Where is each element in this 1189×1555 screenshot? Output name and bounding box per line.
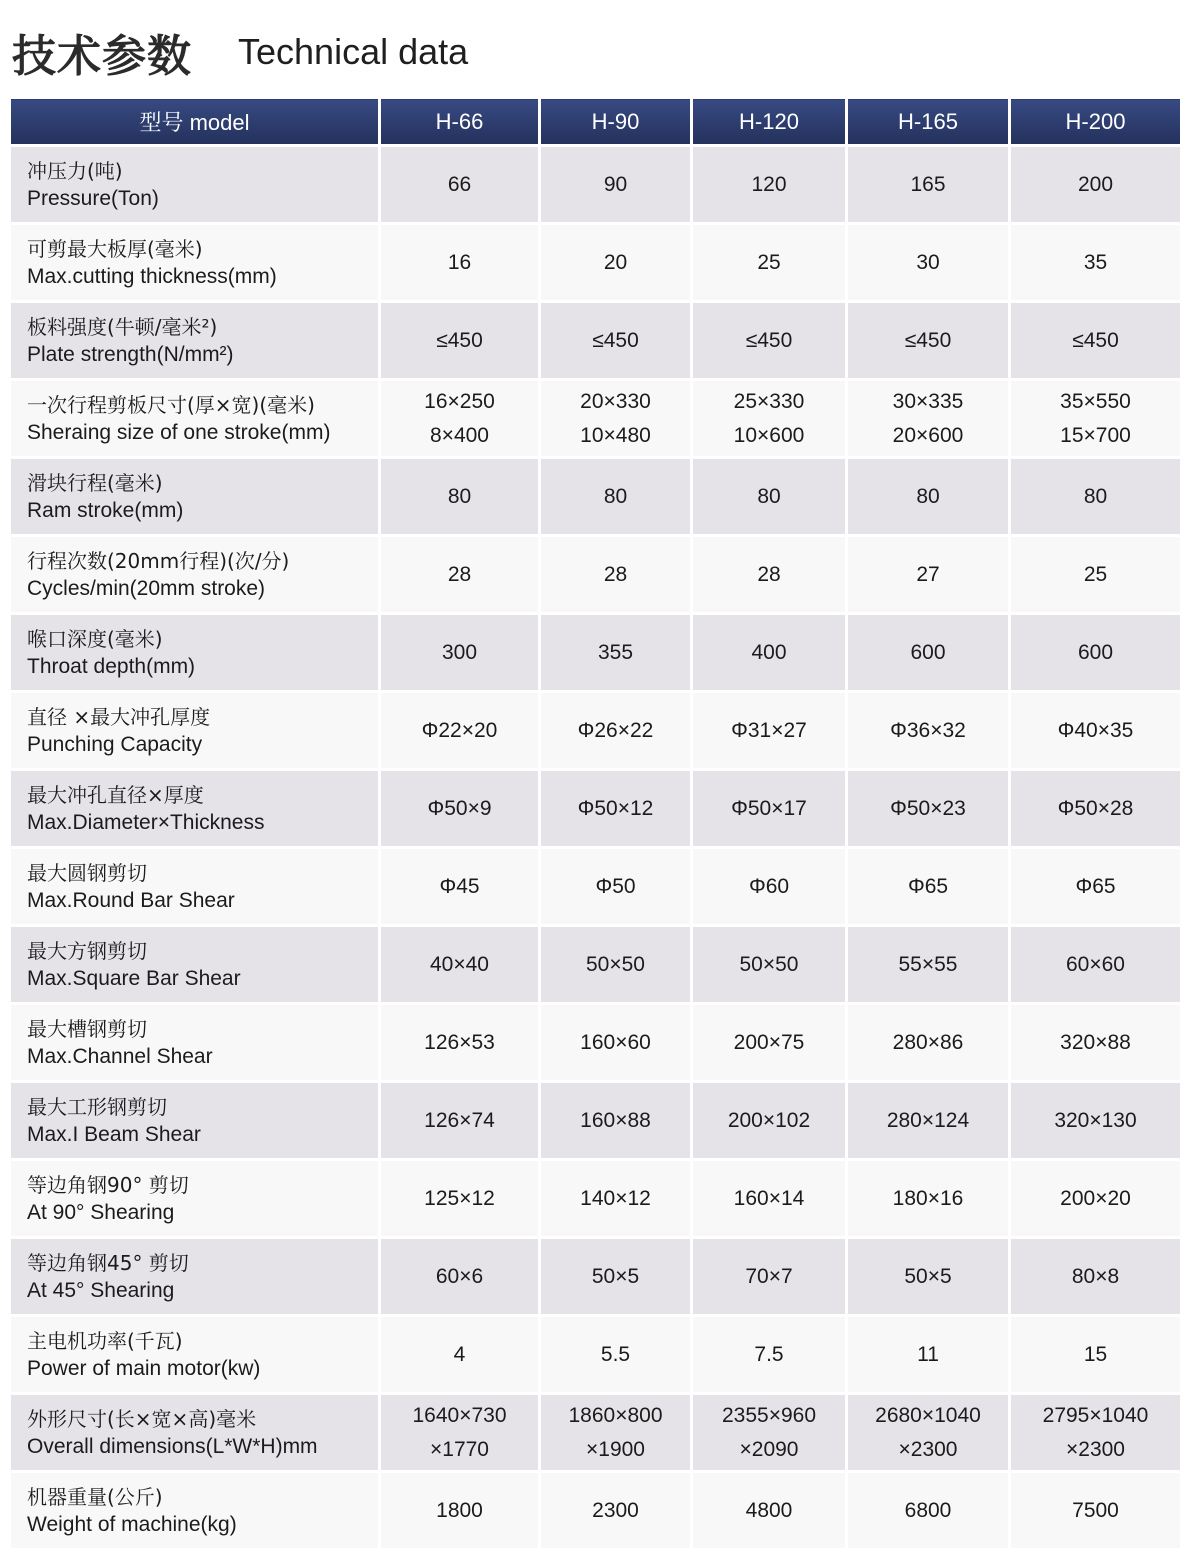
value-cell	[1010, 614, 1182, 692]
parameter-cell	[10, 224, 380, 302]
value-cell	[380, 380, 540, 458]
table-row	[10, 1316, 1182, 1394]
parameter-label-english: Max.Channel Shear	[27, 1044, 213, 1068]
value-text: 16	[447, 250, 472, 274]
value-cell	[847, 614, 1010, 692]
parameter-label-english: Max.Square Bar Shear	[27, 966, 241, 990]
value-text: 50×50	[739, 952, 799, 976]
value-text: 1640×730	[412, 1403, 507, 1427]
technical-data-table	[8, 96, 1183, 1551]
value-text: 60×60	[1066, 952, 1125, 976]
value-cell	[540, 692, 692, 770]
value-text: ×2300	[898, 1437, 958, 1461]
value-cell	[380, 224, 540, 302]
value-text: 50×5	[904, 1264, 952, 1288]
value-text: 30	[916, 250, 940, 274]
table-row	[10, 1472, 1182, 1550]
parameter-label-chinese: 外形尺寸(长×宽×高)毫米	[27, 1406, 257, 1431]
parameter-label-english: Max.Diameter×Thickness	[27, 810, 265, 834]
parameter-label-english: At 45° Shearing	[27, 1278, 175, 1302]
table-row	[10, 224, 1182, 302]
value-cell	[380, 1160, 540, 1238]
table-row	[10, 848, 1182, 926]
value-text: 1800	[436, 1498, 483, 1522]
value-text: 80	[603, 484, 628, 508]
value-cell	[380, 536, 540, 614]
value-text: 160×60	[580, 1030, 651, 1054]
value-text: ×1900	[586, 1437, 645, 1461]
parameter-label-english: Pressure(Ton)	[27, 186, 159, 210]
value-cell	[1010, 692, 1182, 770]
value-cell	[1010, 848, 1182, 926]
parameter-cell	[10, 1004, 380, 1082]
value-cell	[692, 692, 847, 770]
value-cell	[1010, 1316, 1182, 1394]
value-cell	[380, 926, 540, 1004]
value-text: 200×102	[727, 1108, 811, 1132]
value-cell	[1010, 926, 1182, 1004]
parameter-cell	[10, 1160, 380, 1238]
table-row	[10, 1238, 1182, 1316]
parameter-cell	[10, 1238, 380, 1316]
value-text: 200×20	[1060, 1186, 1131, 1210]
value-cell	[692, 770, 847, 848]
value-cell	[380, 1394, 540, 1472]
parameter-label-english: Max.I Beam Shear	[27, 1122, 201, 1146]
value-text: Φ36×32	[890, 718, 966, 742]
value-cell	[692, 1472, 847, 1550]
value-text: Φ50×17	[731, 796, 807, 820]
table-body	[10, 146, 1182, 1550]
parameter-label-chinese: 喉口深度(毫米)	[27, 626, 163, 651]
value-cell	[380, 146, 540, 224]
value-cell	[847, 458, 1010, 536]
parameter-label-chinese: 直径 ×最大冲孔厚度	[27, 704, 211, 729]
value-cell	[847, 1316, 1010, 1394]
parameter-cell	[10, 1316, 380, 1394]
parameter-label-english: Max.Round Bar Shear	[27, 888, 235, 912]
parameter-label-english: Punching Capacity	[27, 732, 203, 756]
value-text: 280×86	[892, 1030, 964, 1054]
value-cell	[540, 458, 692, 536]
value-text: 140×12	[580, 1186, 651, 1210]
header-model-label: 型号 model	[10, 98, 380, 146]
value-cell	[540, 146, 692, 224]
value-cell	[847, 146, 1010, 224]
value-text: 160×88	[580, 1108, 651, 1132]
value-text: 25×330	[733, 389, 805, 413]
parameter-label-english: Throat depth(mm)	[27, 654, 196, 678]
table-row	[10, 614, 1182, 692]
heading-chinese: 技术参数	[12, 31, 192, 82]
value-text: 400	[751, 640, 787, 664]
value-cell	[692, 1394, 847, 1472]
header-model: H-90	[540, 98, 692, 146]
value-text: 80	[757, 484, 781, 508]
value-cell	[692, 302, 847, 380]
parameter-label-english: Plate strength(N/mm²)	[27, 342, 234, 366]
value-text: Φ65	[907, 874, 949, 898]
value-cell	[1010, 1160, 1182, 1238]
value-cell	[540, 380, 692, 458]
value-text: 25	[1083, 562, 1108, 586]
table-row	[10, 770, 1182, 848]
value-text: ≤450	[436, 328, 483, 352]
value-text: 2300	[592, 1498, 639, 1522]
parameter-cell	[10, 692, 380, 770]
parameter-cell	[10, 614, 380, 692]
value-text: Φ22×20	[421, 718, 498, 742]
value-cell	[1010, 1472, 1182, 1550]
value-cell	[1010, 1004, 1182, 1082]
value-text: 70×7	[745, 1264, 793, 1288]
value-text: ≤450	[592, 328, 639, 352]
value-cell	[1010, 458, 1182, 536]
parameter-cell	[10, 848, 380, 926]
value-text: 180×16	[892, 1186, 964, 1210]
value-text: 80×8	[1071, 1264, 1120, 1288]
table-header-row	[10, 98, 1182, 146]
value-cell	[540, 1472, 692, 1550]
value-text: Φ50×28	[1057, 796, 1134, 820]
value-cell	[692, 1004, 847, 1082]
value-text: 300	[441, 640, 478, 664]
value-cell	[380, 458, 540, 536]
value-cell	[1010, 1082, 1182, 1160]
parameter-cell	[10, 302, 380, 380]
value-text: ×2300	[1066, 1437, 1125, 1461]
parameter-label-chinese: 板料强度(牛顿/毫米²)	[27, 314, 218, 339]
parameter-cell	[10, 926, 380, 1004]
value-text: 15	[1083, 1342, 1108, 1366]
value-text: 2680×1040	[875, 1403, 981, 1427]
heading-english: Technical data	[238, 31, 469, 72]
value-cell	[1010, 1238, 1182, 1316]
value-text: 10×600	[733, 423, 805, 447]
parameter-cell	[10, 1472, 380, 1550]
value-cell	[380, 302, 540, 380]
value-text: 4	[453, 1342, 466, 1366]
value-text: 320×130	[1054, 1108, 1137, 1132]
value-cell	[540, 1004, 692, 1082]
value-cell	[540, 1316, 692, 1394]
value-text: Φ26×22	[577, 718, 654, 742]
value-cell	[692, 224, 847, 302]
value-text: 2355×960	[721, 1403, 817, 1427]
value-text: 10×480	[580, 423, 651, 447]
value-text: 50×50	[586, 952, 645, 976]
value-cell	[540, 770, 692, 848]
value-text: 126×53	[424, 1030, 495, 1054]
value-cell	[692, 1160, 847, 1238]
parameter-label-chinese: 行程次数(20mm行程)(次/分)	[27, 548, 290, 573]
table-row	[10, 1160, 1182, 1238]
table-row	[10, 1394, 1182, 1472]
value-text: Φ50×9	[427, 796, 492, 820]
value-text: 280×124	[886, 1108, 970, 1132]
value-text: ×2090	[739, 1437, 799, 1461]
value-text: 6800	[904, 1498, 952, 1522]
value-cell	[540, 536, 692, 614]
value-text: Φ65	[1075, 874, 1116, 898]
value-text: 160×14	[733, 1186, 805, 1210]
value-text: 125×12	[424, 1186, 495, 1210]
parameter-label-english: At 90° Shearing	[27, 1200, 175, 1224]
value-text: ×1770	[430, 1437, 489, 1461]
value-cell	[380, 692, 540, 770]
value-text: 30×335	[892, 389, 964, 413]
value-cell	[692, 380, 847, 458]
parameter-cell	[10, 146, 380, 224]
table-row	[10, 302, 1182, 380]
value-text: Φ50	[595, 874, 636, 898]
value-text: ≤450	[745, 328, 793, 352]
value-text: 200×75	[733, 1030, 805, 1054]
value-cell	[540, 926, 692, 1004]
parameter-label-chinese: 最大圆钢剪切	[27, 860, 147, 885]
value-cell	[540, 302, 692, 380]
value-text: 20	[603, 250, 628, 274]
value-text: 28	[757, 562, 781, 586]
value-text: 80	[1083, 484, 1108, 508]
table-row	[10, 1004, 1182, 1082]
value-cell	[692, 926, 847, 1004]
value-text: 20×600	[892, 423, 964, 447]
parameter-cell	[10, 380, 380, 458]
value-cell	[540, 1394, 692, 1472]
value-cell	[847, 1160, 1010, 1238]
value-cell	[540, 1082, 692, 1160]
parameter-label-chinese: 等边角钢90° 剪切	[27, 1172, 189, 1197]
value-cell	[847, 926, 1010, 1004]
value-text: 60×6	[435, 1264, 484, 1288]
value-cell	[847, 302, 1010, 380]
value-text: 165	[910, 172, 946, 196]
page-heading	[12, 22, 468, 82]
parameter-label-chinese: 主电机功率(千瓦)	[27, 1328, 183, 1353]
value-text: Φ31×27	[731, 718, 807, 742]
value-text: 355	[597, 640, 634, 664]
value-cell	[380, 1238, 540, 1316]
value-cell	[847, 1082, 1010, 1160]
value-text: Φ50×23	[890, 796, 966, 820]
table-row	[10, 146, 1182, 224]
value-cell	[847, 380, 1010, 458]
parameter-label-chinese: 最大方钢剪切	[27, 938, 147, 963]
header-model: H-66	[380, 98, 540, 146]
value-text: 35×550	[1060, 389, 1131, 413]
value-text: 27	[916, 562, 940, 586]
parameter-label-english: Weight of machine(kg)	[27, 1512, 237, 1536]
value-text: 7.5	[754, 1342, 784, 1366]
parameter-label-english: Power of main motor(kw)	[27, 1356, 261, 1380]
value-text: Φ45	[439, 874, 480, 898]
parameter-cell	[10, 536, 380, 614]
value-text: 600	[1077, 640, 1114, 664]
parameter-label-chinese: 一次行程剪板尺寸(厚×宽)(毫米)	[27, 392, 315, 417]
value-cell	[1010, 770, 1182, 848]
value-cell	[692, 458, 847, 536]
parameter-label-english: Cycles/min(20mm stroke)	[27, 576, 266, 600]
parameter-label-chinese: 最大工形钢剪切	[27, 1094, 167, 1119]
parameter-cell	[10, 1082, 380, 1160]
value-cell	[1010, 224, 1182, 302]
parameter-cell	[10, 770, 380, 848]
value-cell	[847, 224, 1010, 302]
value-text: 320×88	[1060, 1030, 1131, 1054]
value-text: ≤450	[1072, 328, 1119, 352]
table-row	[10, 536, 1182, 614]
value-cell	[847, 770, 1010, 848]
value-text: 20×330	[580, 389, 651, 413]
parameter-label-chinese: 滑块行程(毫米)	[27, 470, 163, 495]
value-cell	[540, 614, 692, 692]
table-row	[10, 692, 1182, 770]
value-cell	[692, 146, 847, 224]
value-cell	[692, 848, 847, 926]
value-text: 80	[447, 484, 472, 508]
value-text: Φ60	[748, 874, 790, 898]
value-cell	[380, 1316, 540, 1394]
value-text: 11	[917, 1342, 939, 1366]
value-cell	[847, 536, 1010, 614]
value-cell	[1010, 302, 1182, 380]
value-cell	[1010, 380, 1182, 458]
value-text: ≤450	[904, 328, 952, 352]
value-cell	[1010, 146, 1182, 224]
parameter-label-chinese: 冲压力(吨)	[27, 158, 123, 183]
parameter-label-english: Ram stroke(mm)	[27, 498, 184, 522]
value-text: 4800	[745, 1498, 793, 1522]
value-text: 2795×1040	[1042, 1403, 1149, 1427]
value-text: 8×400	[430, 423, 489, 447]
parameter-label-chinese: 机器重量(公斤)	[27, 1484, 163, 1509]
value-cell	[692, 1238, 847, 1316]
value-cell	[1010, 1394, 1182, 1472]
value-text: 40×40	[430, 952, 489, 976]
value-cell	[692, 536, 847, 614]
parameter-label-english: Sheraing size of one stroke(mm)	[27, 420, 331, 444]
value-cell	[692, 614, 847, 692]
value-text: 1860×800	[568, 1403, 663, 1427]
header-model: H-165	[847, 98, 1010, 146]
value-text: 50×5	[591, 1264, 640, 1288]
header-model: H-120	[692, 98, 847, 146]
parameter-label-chinese: 等边角钢45° 剪切	[27, 1250, 189, 1275]
value-cell	[847, 848, 1010, 926]
value-text: 28	[603, 562, 628, 586]
value-cell	[847, 692, 1010, 770]
value-text: 5.5	[600, 1342, 631, 1366]
value-cell	[692, 1316, 847, 1394]
value-text: 15×700	[1060, 423, 1131, 447]
value-cell	[380, 1082, 540, 1160]
value-cell	[540, 1238, 692, 1316]
value-text: 600	[910, 640, 946, 664]
value-text: Φ50×12	[577, 796, 654, 820]
header-model: H-200	[1010, 98, 1182, 146]
value-cell	[847, 1004, 1010, 1082]
table-row	[10, 926, 1182, 1004]
parameter-cell	[10, 1394, 380, 1472]
value-cell	[847, 1238, 1010, 1316]
parameter-label-english: Max.cutting thickness(mm)	[27, 264, 277, 288]
value-cell	[692, 1082, 847, 1160]
value-cell	[380, 770, 540, 848]
value-text: 16×250	[424, 389, 495, 413]
value-text: 25	[757, 250, 781, 274]
parameter-label-english: Overall dimensions(L*W*H)mm	[27, 1434, 318, 1458]
table-row	[10, 458, 1182, 536]
parameter-label-chinese: 可剪最大板厚(毫米)	[27, 236, 203, 261]
value-cell	[380, 848, 540, 926]
parameter-cell	[10, 458, 380, 536]
value-cell	[380, 1004, 540, 1082]
value-cell	[380, 1472, 540, 1550]
value-text: 120	[751, 172, 787, 196]
value-cell	[540, 1160, 692, 1238]
value-cell	[847, 1394, 1010, 1472]
value-text: 66	[447, 172, 472, 196]
table-row	[10, 1082, 1182, 1160]
value-text: 55×55	[898, 952, 958, 976]
value-cell	[847, 1472, 1010, 1550]
value-text: 28	[447, 562, 472, 586]
parameter-label-chinese: 最大冲孔直径×厚度	[27, 782, 204, 807]
value-text: 7500	[1072, 1498, 1119, 1522]
value-text: 90	[603, 172, 628, 196]
table-row	[10, 380, 1182, 458]
value-cell	[1010, 536, 1182, 614]
value-text: 35	[1083, 250, 1108, 274]
parameter-label-chinese: 最大槽钢剪切	[27, 1016, 147, 1041]
value-text: 200	[1077, 172, 1114, 196]
value-cell	[540, 224, 692, 302]
value-text: 80	[916, 484, 940, 508]
value-cell	[540, 848, 692, 926]
value-text: 126×74	[424, 1108, 495, 1132]
value-cell	[380, 614, 540, 692]
value-text: Φ40×35	[1057, 718, 1134, 742]
